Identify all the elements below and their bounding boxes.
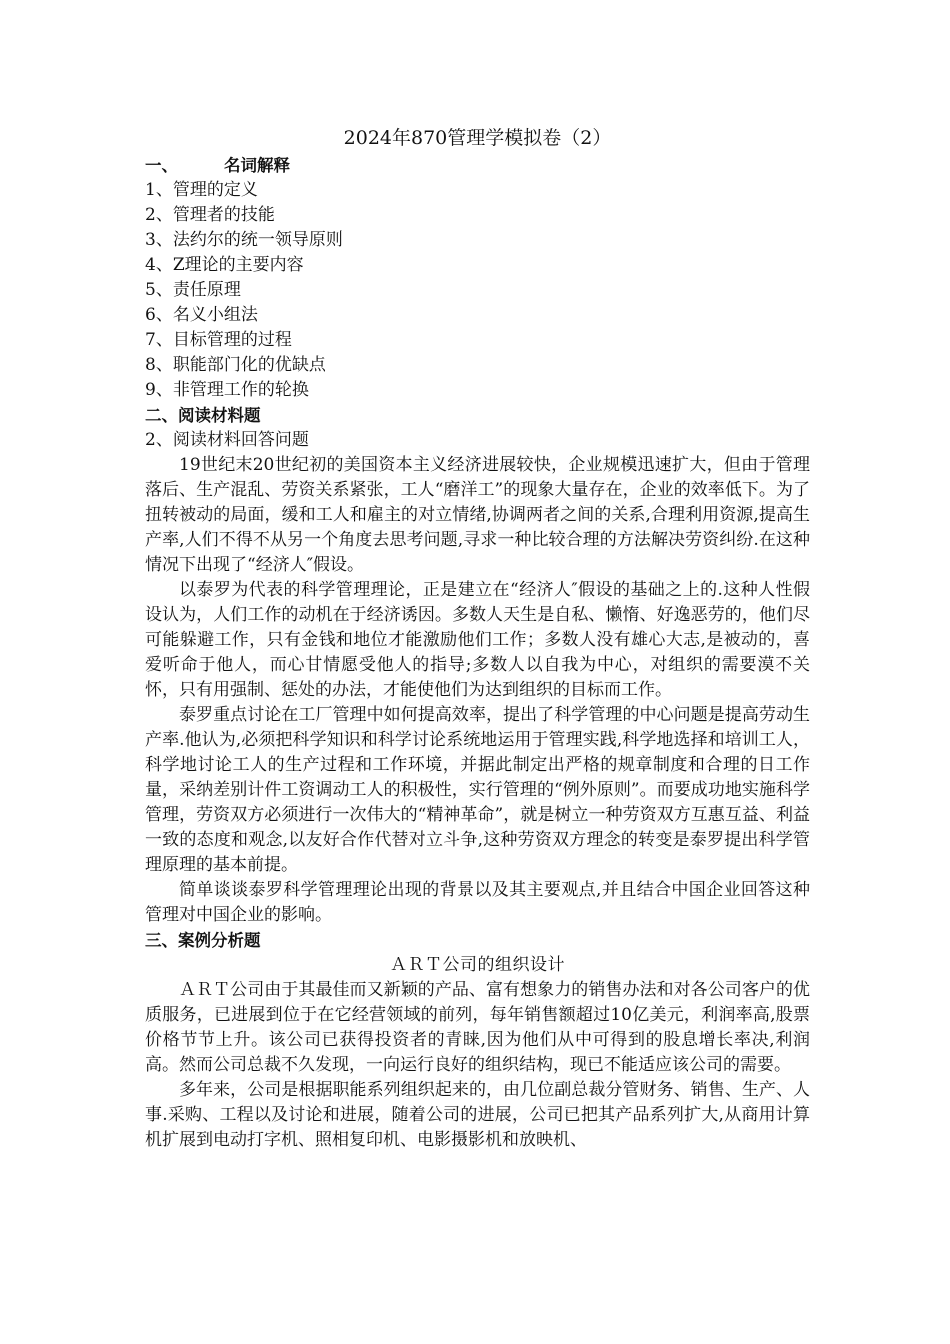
case-title: ＡＲＴ公司的组织设计	[390, 955, 565, 975]
section-number: 一、	[145, 156, 178, 175]
list-item: 2、管理者的技能	[145, 205, 275, 225]
paragraph: 简单谈谈泰罗科学管理理论出现的背景以及其主要观点,并且结合中国企业回答这种管理对中国企业的影响。	[145, 880, 810, 925]
section-heading-2: 二、阅读材料题	[145, 406, 261, 425]
list-item: 6、名义小组法	[145, 305, 258, 325]
list-item: 9、非管理工作的轮换	[145, 380, 309, 400]
list-item: 5、责任原理	[145, 280, 241, 300]
list-item: 7、目标管理的过程	[145, 330, 292, 350]
section-heading-label: 名词解释	[224, 156, 290, 175]
paragraph: ＡＲＴ公司由于其最佳而又新颖的产品、富有想象力的销售办法和对各公司客户的优质服务，已进展到位于在它经营领域的前列，每年销售额超过10亿美元，利润率高,股票价格节节上升。该公司已获得投资者的青睐,因为他们从中可得到的股息增长率决,利润高。然而公司总裁不久发现，一向运行良好的组织结构，现已不能适应该公司的需要。	[145, 980, 810, 1075]
paragraph: 19世纪末20世纪初的美国资本主义经济进展较快，企业规模迅速扩大，但由于管理落后、生产混乱、劳资关系紧张，工人“磨洋工”的现象大量存在，企业的效率低下。为了扭转被动的局面，缓和工人和雇主的对立情绪,协调两者之间的关系,合理利用资源,提高生产率,人们不得不从另一个角度去思考问题,寻求一种比较合理的方法解决劳资纠纷.在这种情况下出现了“经济人″假设。	[145, 455, 810, 575]
page-title: 2024年870管理学模拟卷（2）	[343, 127, 612, 149]
paragraph: 泰罗重点讨论在工厂管理中如何提高效率，提出了科学管理的中心问题是提高劳动生产率.他认为,必须把科学知识和科学讨论系统地运用于管理实践,科学地选择和培训工人，科学地讨论工人的生产过程和工作环境，并据此制定出严格的规章制度和合理的日工作量，采纳差别计件工资调动工人的积极性，实行管理的“例外原则”。而要成功地实施科学管理，劳资双方必须进行一次伟大的“精神革命”，就是树立一种劳资双方互惠互益、利益一致的态度和观念,以友好合作代替对立斗争,这种劳资双方理念的转变是泰罗提出科学管理原理的基本前提。	[145, 705, 810, 875]
list-item: 1、管理的定义	[145, 180, 258, 200]
paragraph: 以泰罗为代表的科学管理理论，正是建立在“经济人″假设的基础之上的.这种人性假设认为，人们工作的动机在于经济诱因。多数人天生是自私、懒惰、好逸恶劳的，他们尽可能躲避工作，只有金钱和地位才能激励他们工作；多数人没有雄心大志,是被动的，喜爱听命于他人，而心甘情愿受他人的指导;多数人以自我为中心，对组织的需要漠不关怀，只有用强制、惩处的办法，才能使他们为达到组织的目标而工作。	[145, 580, 810, 700]
question-label: 2、阅读材料回答问题	[145, 430, 309, 450]
section-heading-1	[145, 153, 810, 178]
list-item: 4、Z理论的主要内容	[145, 255, 304, 275]
document-body	[145, 124, 810, 1153]
section-heading-3: 三、案例分析题	[145, 931, 261, 950]
term-list	[145, 178, 810, 403]
list-item: 8、职能部门化的优缺点	[145, 355, 326, 375]
list-item: 3、法约尔的统一领导原则	[145, 230, 343, 250]
paragraph: 多年来，公司是根据职能系列组织起来的，由几位副总裁分管财务、销售、生产、人事.采购、工程以及讨论和进展，随着公司的进展，公司已把其产品系列扩大,从商用计算机扩展到电动打字机、照相复印机、电影摄影机和放映机、	[145, 1080, 810, 1150]
